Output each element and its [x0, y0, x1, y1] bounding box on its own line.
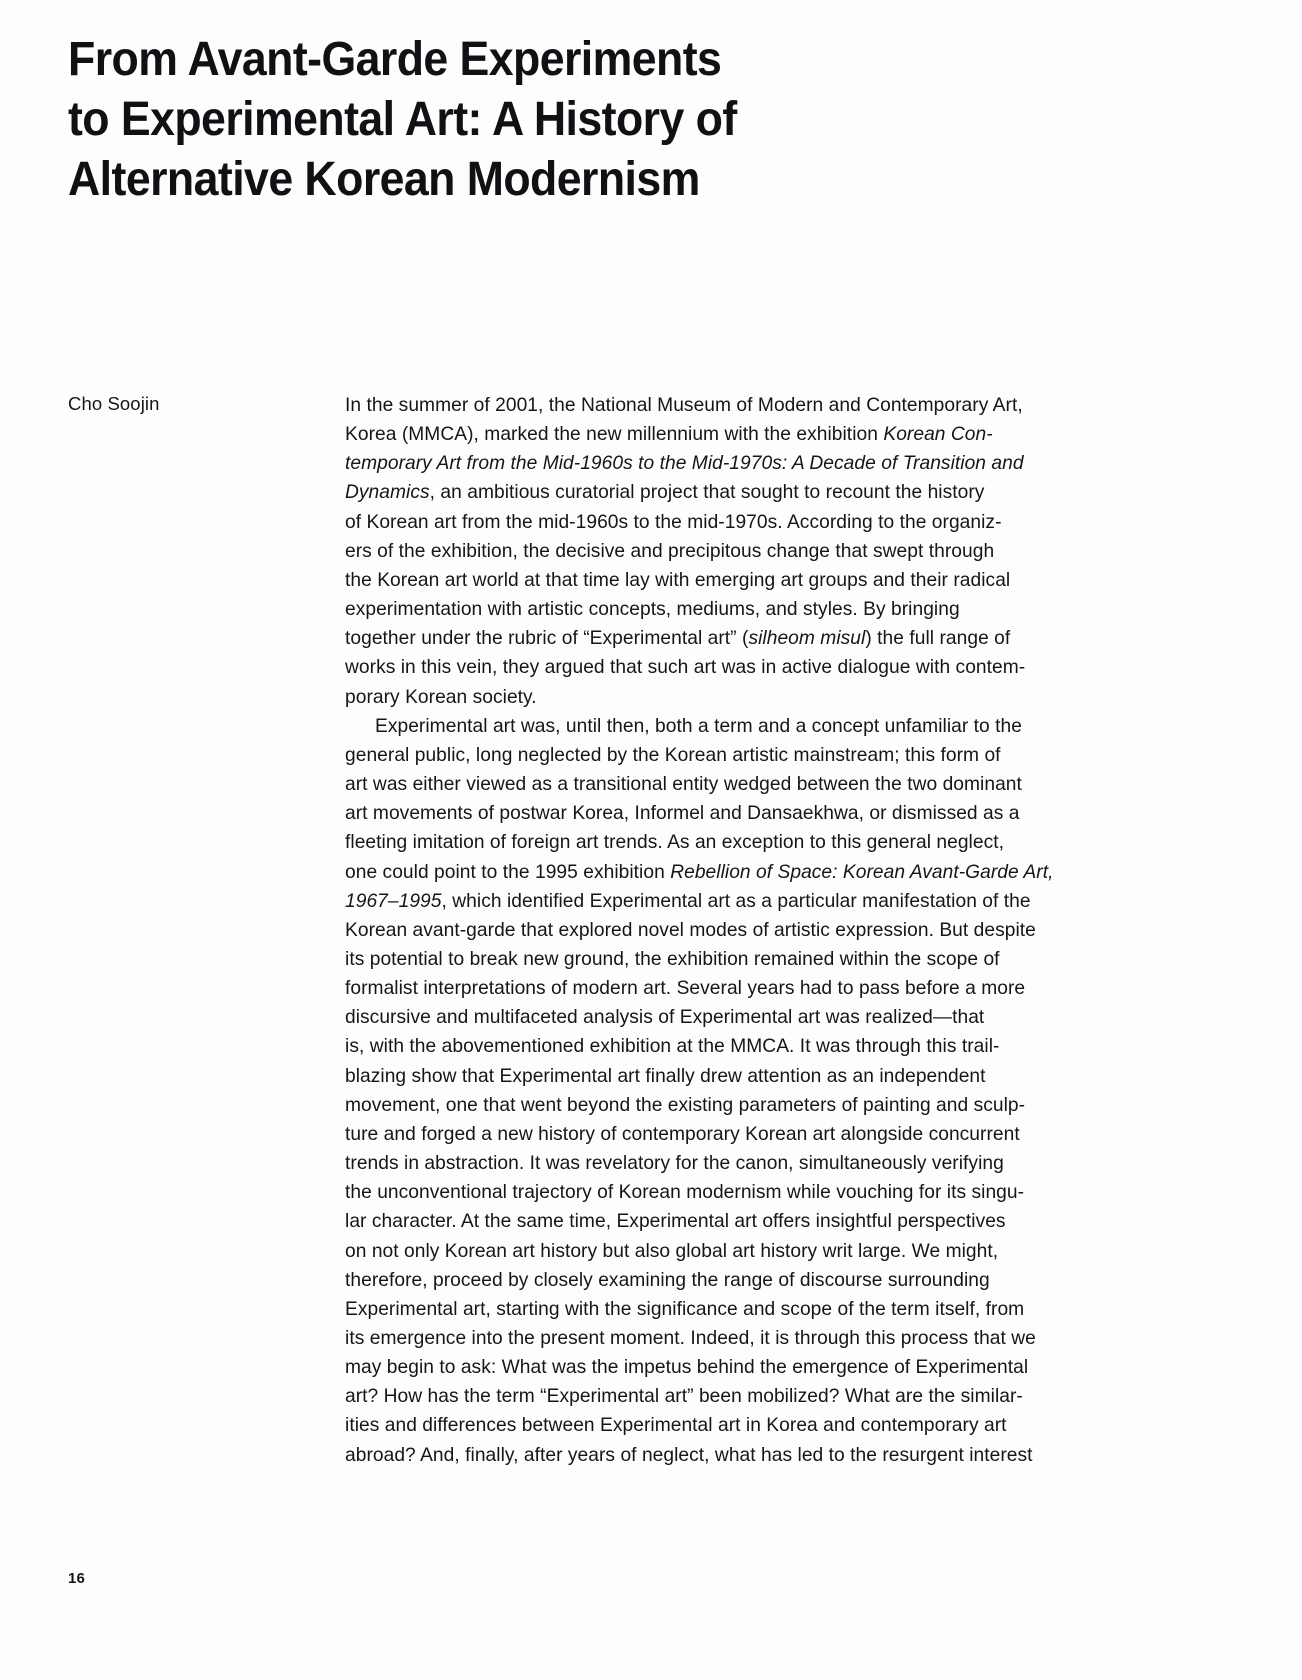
body-text-line	[345, 916, 1036, 945]
body-text-line	[345, 799, 1020, 828]
italic-run: temporary Art from the Mid-1960s to the Mid-1970s: A Decade of Transition and	[345, 453, 1024, 475]
text-run: together under the rubric of “Experimental art” (	[345, 628, 749, 650]
body-text-line	[345, 537, 994, 566]
text-run: trends in abstraction. It was revelatory for the canon, simultaneously verifying	[345, 1153, 1004, 1175]
body-text-line	[345, 653, 1025, 682]
text-run: Experimental art was, until then, both a term and a concept unfamiliar to the	[375, 715, 1022, 737]
text-run: of Korean art from the mid-1960s to the mid-1970s. According to the organiz-	[345, 511, 1002, 533]
text-run: works in this vein, they argued that such art was in active dialogue with contem-	[345, 657, 1026, 679]
body-text-line	[345, 741, 1001, 770]
body-text-line	[345, 1032, 999, 1061]
text-run: discursive and multifaceted analysis of Experimental art was realized—that	[345, 1007, 985, 1029]
body-text-line	[345, 974, 1025, 1003]
body-text-line	[345, 1266, 990, 1295]
text-run: the Korean art world at that time lay with emerging art groups and their radical	[345, 569, 1011, 591]
title-line-3: Alternative Korean Modernism	[68, 153, 700, 206]
body-text-line	[345, 1149, 1004, 1178]
body-text-column	[345, 391, 1163, 1470]
body-text-line	[345, 1207, 1006, 1236]
body-text-line	[345, 887, 1031, 916]
body-text-line	[345, 1003, 984, 1032]
body-text-line	[345, 1237, 998, 1266]
title-line-2: to Experimental Art: A History of	[68, 93, 737, 146]
text-run: general public, long neglected by the Korean artistic mainstream; this form of	[345, 744, 1001, 766]
text-run: lar character. At the same time, Experimental art offers insightful perspectives	[345, 1211, 1006, 1233]
text-run: one could point to the 1995 exhibition	[345, 861, 671, 883]
text-run: formalist interpretations of modern art. Several years had to pass before a more	[345, 978, 1026, 1000]
italic-run: Dynamics	[345, 482, 430, 504]
text-run: ers of the exhibition, the decisive and precipitous change that swept through	[345, 540, 995, 562]
text-run: Korea (MMCA), marked the new millennium with the exhibition	[345, 424, 884, 446]
body-text-line	[345, 1120, 1020, 1149]
text-run: abroad? And, finally, after years of neglect, what has led to the resurgent interest	[345, 1444, 1033, 1466]
body-text-line	[345, 1324, 1036, 1353]
body-text-line	[345, 683, 537, 712]
body-text-line	[345, 1295, 1024, 1324]
body-text-line	[345, 828, 1004, 857]
body-text-line	[345, 449, 1024, 478]
text-run: may begin to ask: What was the impetus behind the emergence of Experimental	[345, 1357, 1029, 1379]
body-text-line	[345, 1382, 1023, 1411]
text-run: experimentation with artistic concepts, mediums, and styles. By bringing	[345, 599, 960, 621]
text-run: its emergence into the present moment. Indeed, it is through this process that we	[345, 1328, 1036, 1349]
body-text-line	[345, 391, 1023, 420]
body-text-line	[345, 566, 1010, 595]
text-run: is, with the abovementioned exhibition at the MMCA. It was through this trail-	[345, 1036, 1000, 1058]
text-run: blazing show that Experimental art finally drew attention as an independent	[345, 1065, 986, 1087]
text-run: ture and forged a new history of contemporary Korean art alongside concurrent	[345, 1123, 1020, 1145]
text-run: on not only Korean art history but also global art history writ large. We might,	[345, 1240, 999, 1262]
body-text-line	[345, 945, 1000, 974]
italic-run: 1967–1995	[345, 890, 442, 912]
body-text-line	[345, 1441, 1033, 1470]
body-text-line	[345, 770, 1022, 799]
body-text-line	[345, 1411, 1007, 1440]
body-text-line	[345, 1091, 1025, 1120]
body-text-line	[345, 712, 1022, 741]
italic-run: silheom misul	[748, 628, 866, 650]
text-run: ities and differences between Experimental art in Korea and contemporary art	[345, 1415, 1007, 1437]
text-run: art? How has the term “Experimental art” been mobilized? What are the similar-	[345, 1386, 1023, 1408]
text-run: ) the full range of	[865, 628, 1011, 650]
text-run: the unconventional trajectory of Korean modernism while vouching for its singu-	[345, 1182, 1025, 1204]
body-text-line	[345, 1062, 986, 1091]
text-run: , which identified Experimental art as a particular manifestation of the	[441, 890, 1031, 912]
italic-run: Korean Con-	[883, 424, 993, 446]
page-title	[68, 30, 1068, 210]
body-text-line	[345, 1178, 1024, 1207]
text-run: art was either viewed as a transitional entity wedged between the two dominant	[345, 774, 1022, 796]
text-run: In the summer of 2001, the National Museum of Modern and Contemporary Art,	[345, 395, 1023, 416]
body-text-line	[345, 858, 1053, 887]
text-run: Experimental art, starting with the significance and scope of the term itself, from	[345, 1298, 1025, 1320]
page-number: 16	[68, 1570, 86, 1587]
body-text-line	[345, 478, 984, 507]
text-run: porary Korean society.	[345, 686, 537, 708]
body-text-line	[345, 1353, 1028, 1382]
text-run: movement, one that went beyond the existing parameters of painting and sculp-	[345, 1094, 1026, 1116]
text-run: Korean avant-garde that explored novel modes of artistic expression. But despite	[345, 919, 1036, 941]
author-name: Cho Soojin	[68, 393, 160, 414]
text-run: fleeting imitation of foreign art trends. As an exception to this general neglect,	[345, 832, 1004, 854]
italic-run: Rebellion of Space: Korean Avant-Garde Art,	[670, 861, 1054, 883]
body-text-line	[345, 420, 993, 449]
body-text-line	[345, 624, 1010, 653]
text-run: its potential to break new ground, the exhibition remained within the scope of	[345, 948, 1000, 970]
body-text-line	[345, 508, 1002, 537]
text-run: therefore, proceed by closely examining the range of discourse surrounding	[345, 1269, 990, 1291]
text-run: art movements of postwar Korea, Informel and Dansaekhwa, or dismissed as a	[345, 803, 1020, 825]
title-line-1: From Avant-Garde Experiments	[68, 33, 722, 86]
text-run: , an ambitious curatorial project that sought to recount the history	[429, 482, 985, 504]
body-text-line	[345, 595, 960, 624]
